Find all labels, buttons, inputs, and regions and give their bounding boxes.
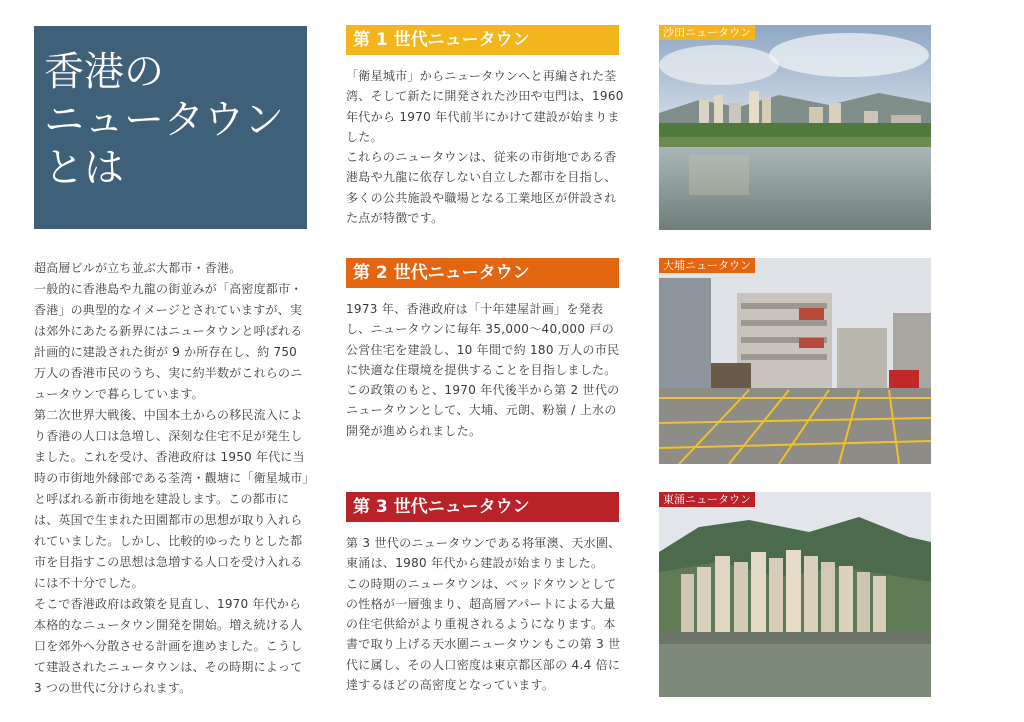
taipo-photo-label: 大埔ニュータウン xyxy=(659,258,755,273)
gen2-paragraph: この政策のもと、1970 年代後半から第 2 世代のニュータウンとして、大埔、元朗、粉嶺 / 上水の開発が進められました。 xyxy=(346,383,620,438)
gen1-text xyxy=(346,66,624,228)
shatin-photo-label: 沙田ニュータウン xyxy=(659,25,755,40)
gen2-paragraph: 1973 年、香港政府は「十年建屋計画」を発表し、ニュータウンに毎年 35,000～40,000 戸の公営住宅を建設し、10 年間で約 180 万人の市民に快適な住環境を提供することを目指しました。 xyxy=(346,302,620,377)
gen3-paragraph: この時期のニュータウンは、ベッドタウンとしての性格が一層強まり、超高層アパートによる大量の住宅供給がより重視されるようになります。本書で取り上げる天水圍ニュータウンもこの第 3 世代に属し、その人口密度は東京都区部の 4.4 倍に達するほどの高密度となっています。 xyxy=(346,576,621,693)
intro-paragraph: 第二次世界大戦後、中国本土からの移民流入により香港の人口は急増し、深刻な住宅不足が発生しました。これを受け、香港政府は 1950 年代に当時の市街地外縁部である荃湾・觀塘に「衛星城市」と呼ばれる新市街地を建設します。この都市には、英国で生まれた田園都市の思想が取り入れられていました。しかし、比較的ゆったりとした都市を目指すこの思想は急増する人口を受け入れるには不十分でした。 xyxy=(34,408,309,590)
page-title xyxy=(44,48,297,192)
gen2-text xyxy=(346,299,624,441)
title-line-2: ニュータウン xyxy=(44,97,284,143)
gen1-paragraph: 「衛星城市」からニュータウンへと再編された荃湾、そして新たに開発された沙田や屯門は、1960 年代から 1970 年代前半にかけて建設が始まりました。 xyxy=(346,69,624,144)
tungchung-photo-label: 東涌ニュータウン xyxy=(659,492,755,507)
gen3-text xyxy=(346,533,624,695)
title-box xyxy=(34,26,307,229)
title-line-3: とは xyxy=(44,145,124,191)
taipo-photo xyxy=(659,258,931,464)
shatin-photo xyxy=(659,25,931,230)
intro-paragraph: 超高層ビルが立ち並ぶ大都市・香港。 xyxy=(34,261,242,275)
tungchung-photo xyxy=(659,492,931,697)
title-line-1: 香港の xyxy=(44,49,164,95)
gen3-header: 第 3 世代ニュータウン xyxy=(346,492,619,522)
intro-paragraph: そこで香港政府は政策を見直し、1970 年代から本格的なニュータウン開発を開始。増え続ける人口を郊外へ分散させる計画を進めました。こうして建設されたニュータウンは、その時期によって 3 つの世代に分けられます。 xyxy=(34,597,303,695)
intro-paragraph: 一般的に香港島や九龍の街並みが「高密度都市・香港」の典型的なイメージとされていますが、実は郊外にあたる新界にはニュータウンと呼ばれる計画的に建設された街が 9 か所存在し、約 750 万人の香港市民のうち、実に約半数がこれらのニュータウンで暮らしています。 xyxy=(34,282,303,401)
gen1-paragraph: これらのニュータウンは、従来の市街地である香港島や九龍に依存しない自立した都市を目指し、多くの公共施設や職場となる工業地区が併設された点が特徴です。 xyxy=(346,150,617,226)
gen3-paragraph: 第 3 世代のニュータウンである将軍澳、天水圍、東涌は、1980 年代から建設が始まりました。 xyxy=(346,536,621,571)
gen1-header: 第 1 世代ニュータウン xyxy=(346,25,619,55)
gen2-header: 第 2 世代ニュータウン xyxy=(346,258,619,288)
intro-text xyxy=(34,258,310,699)
